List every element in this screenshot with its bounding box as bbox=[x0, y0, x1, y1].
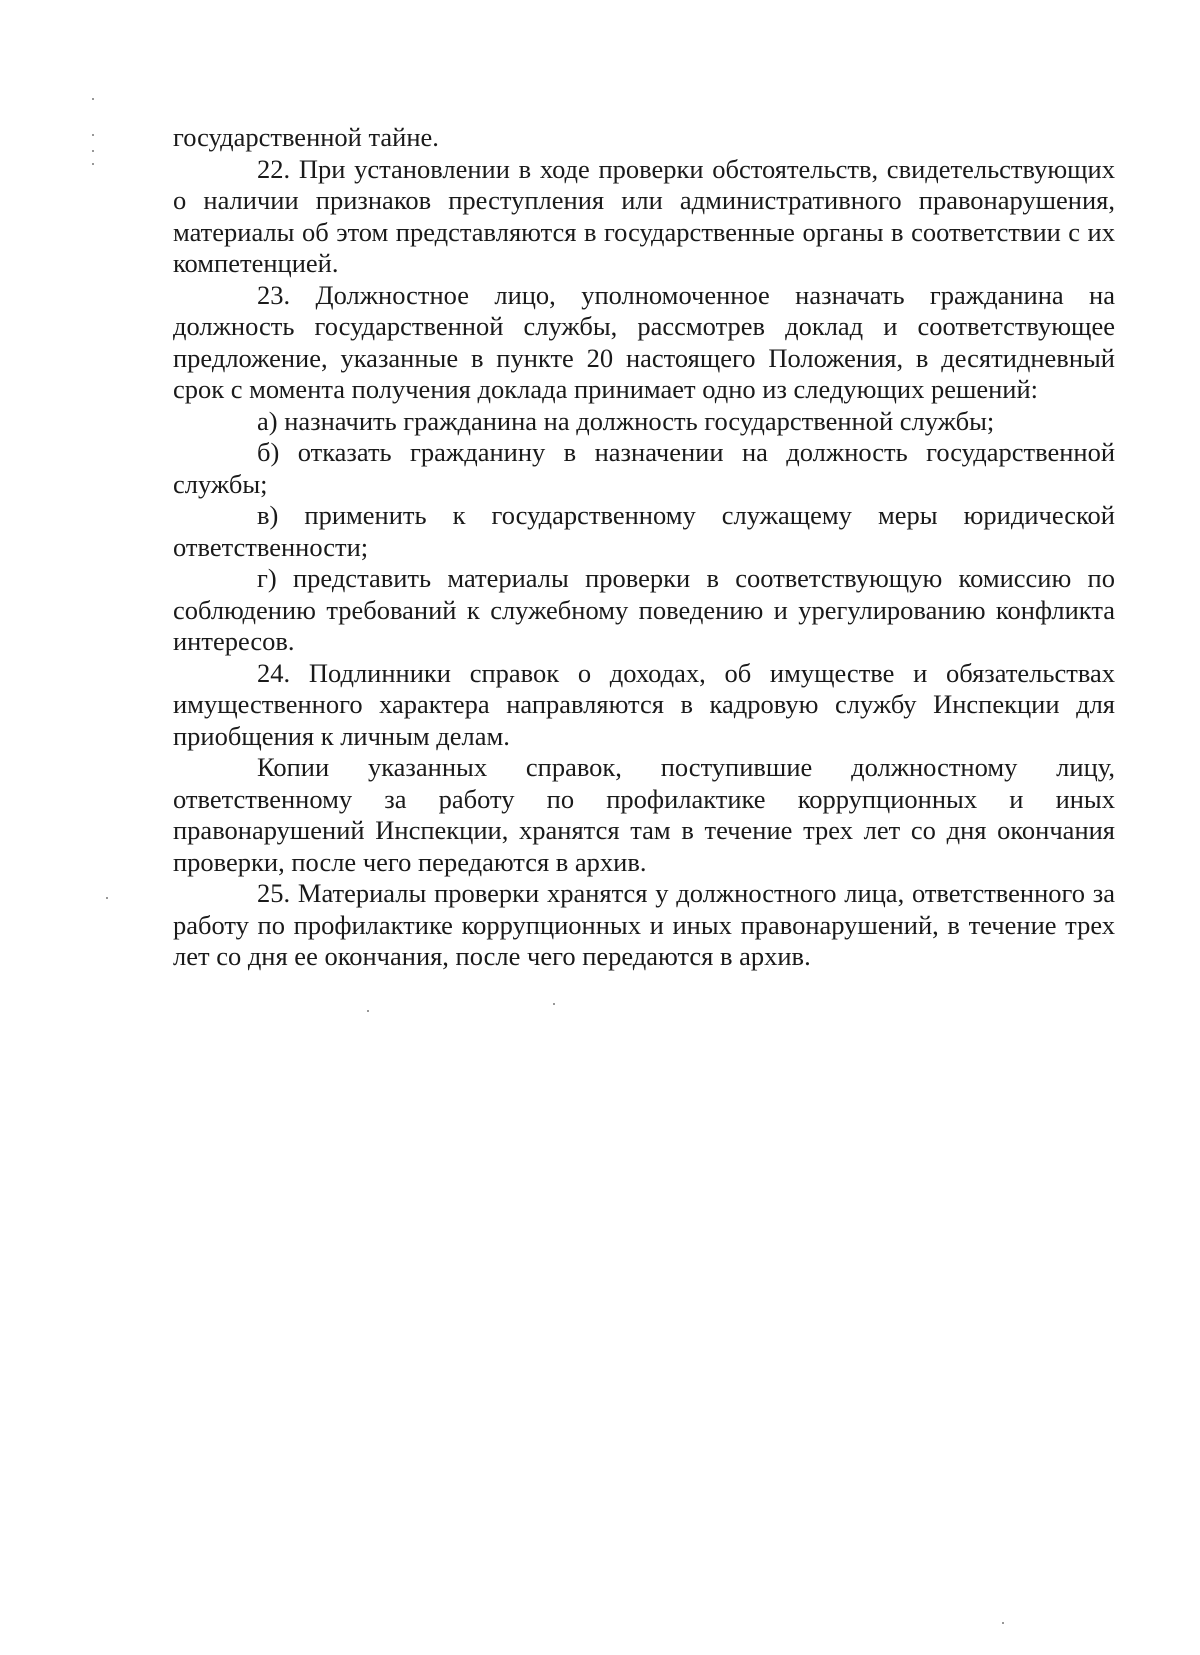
scan-speck bbox=[92, 150, 94, 152]
paragraph-23-item-v: в) применить к государственному служащему меры юридической ответственности; bbox=[173, 500, 1115, 562]
scan-speck bbox=[1002, 1622, 1004, 1624]
scan-speck bbox=[553, 1003, 555, 1005]
paragraph-continuation: государственной тайне. bbox=[173, 122, 439, 152]
scan-speck bbox=[92, 98, 94, 100]
scan-speck bbox=[106, 897, 108, 899]
paragraph-25: 25. Материалы проверки хранятся у должностного лица, ответственного за работу по профилактике коррупционных и иных правонарушений, в течение трех лет со дня ее окончания, после чего передаются в архив. bbox=[173, 878, 1115, 971]
document-body bbox=[173, 122, 1115, 973]
paragraph-23: 23. Должностное лицо, уполномоченное назначать гражданина на должность государственной службы, рассмотрев доклад и соответствующее предложение, указанные в пункте 20 настоящего Положения, в десятидневный срок с момента получения доклада принимает одно из следующих решений: bbox=[173, 279, 1115, 404]
scan-speck bbox=[92, 134, 94, 136]
scan-speck bbox=[367, 1010, 369, 1012]
paragraph-24: 24. Подлинники справок о доходах, об имуществе и обязательствах имущественного характера направляются в кадровую службу Инспекции для приобщения к личным делам. bbox=[173, 657, 1115, 751]
paragraph-23-item-g: г) представить материалы проверки в соответствующую комиссию по соблюдению требований к служебному поведению и урегулированию конфликта интересов. bbox=[173, 563, 1115, 656]
paragraph-23-item-a: а) назначить гражданина на должность государственной службы; bbox=[257, 405, 995, 436]
scan-speck bbox=[92, 163, 94, 165]
paragraph-24-copies: Копии указанных справок, поступившие должностному лицу, ответственному за работу по профилактике коррупционных и иных правонарушений Инспекции, хранятся там в течение трех лет со дня окончания проверки, после чего передаются в архив. bbox=[173, 752, 1115, 877]
paragraph-22: 22. При установлении в ходе проверки обстоятельств, свидетельствующих о наличии признаков преступления или административного правонарушения, материалы об этом представляются в государственные органы в соответствии с их компетенцией. bbox=[173, 153, 1115, 278]
paragraph-23-item-b: б) отказать гражданину в назначении на должность государственной службы; bbox=[173, 437, 1115, 499]
